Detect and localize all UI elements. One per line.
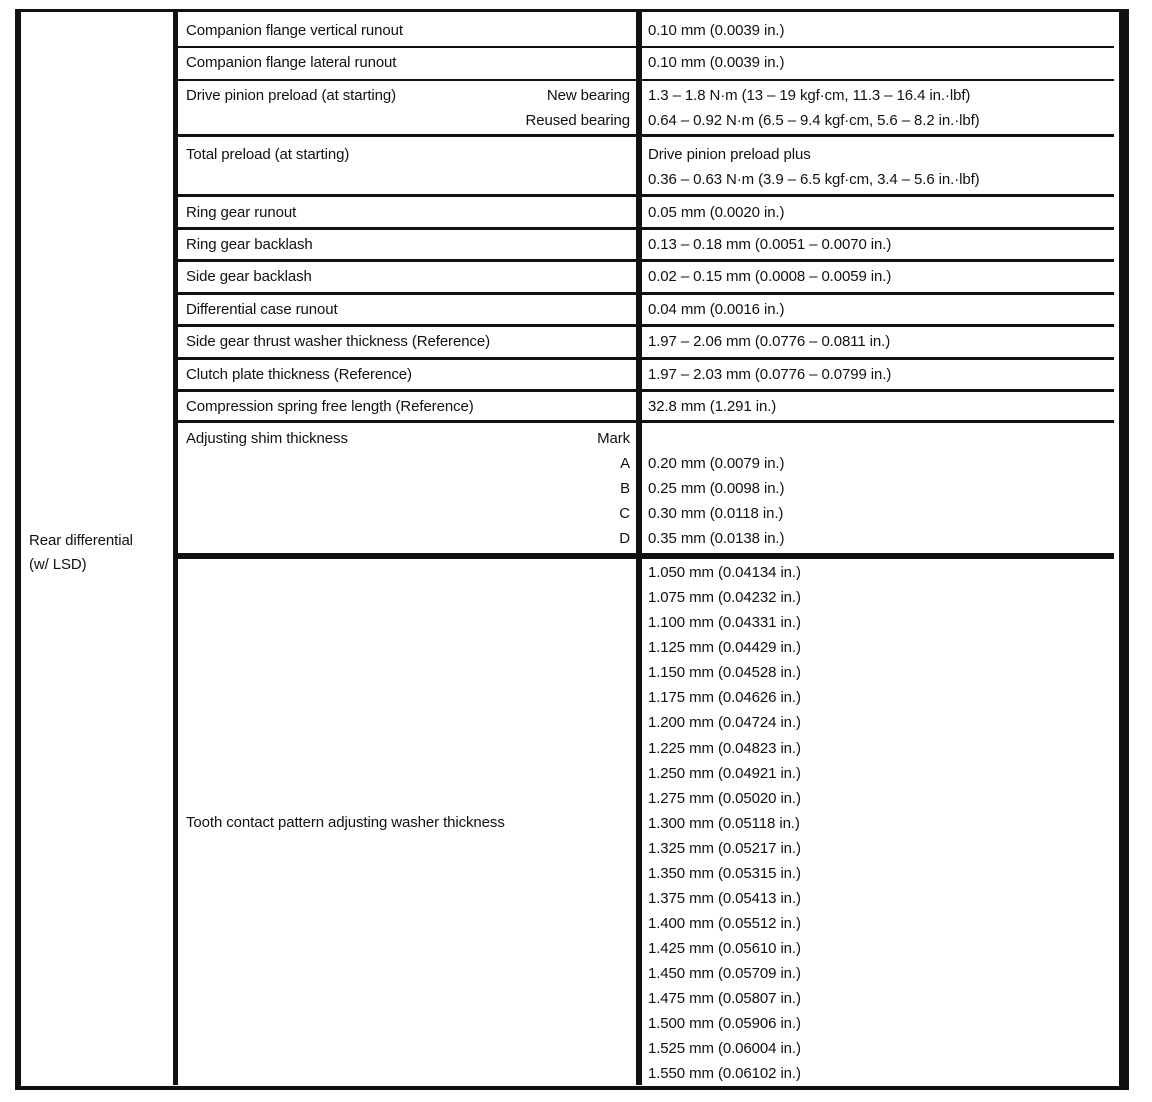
shim-value-b: 0.25 mm (0.0098 in.) — [648, 480, 785, 497]
washer-value: 1.225 mm (0.04823 in.) — [648, 739, 801, 757]
row-sep-9 — [178, 357, 1114, 360]
washer-value: 1.300 mm (0.05118 in.) — [648, 814, 800, 832]
washer-value: 1.550 mm (0.06102 in.) — [648, 1065, 801, 1083]
washer-value: 1.050 mm (0.04134 in.) — [648, 564, 801, 581]
row-sep-2 — [178, 79, 1114, 81]
washer-value: 1.150 mm (0.04528 in.) — [648, 664, 801, 682]
shim-mark-header: Mark — [597, 430, 630, 447]
label-ring-gear-backlash: Ring gear backlash — [186, 236, 313, 253]
row-sep-7 — [178, 292, 1114, 295]
washer-value: 1.400 mm (0.05512 in.) — [648, 915, 801, 932]
washer-value: 1.100 mm (0.04331 in.) — [648, 614, 801, 632]
washer-value: 1.200 mm (0.04724 in.) — [648, 714, 801, 732]
col-divider-section — [173, 12, 178, 1085]
label-clutch-plate: Clutch plate thickness (Reference) — [186, 366, 412, 383]
row-sep-4 — [178, 194, 1114, 197]
value-total-preload-1: Drive pinion preload plus — [648, 146, 811, 163]
washer-value: 1.350 mm (0.05315 in.) — [648, 864, 801, 882]
label-washer-thickness: Tooth contact pattern adjusting washer thickness — [186, 814, 505, 831]
row-sep-10 — [178, 389, 1114, 392]
sub-reused-bearing: Reused bearing — [525, 112, 630, 129]
section-label: Rear differential (w/ LSD) — [29, 532, 133, 573]
value-ring-gear-backlash: 0.13 – 0.18 mm (0.0051 – 0.0070 in.) — [648, 236, 892, 253]
col-divider-value — [636, 12, 642, 1085]
value-spring-length: 32.8 mm (1.291 in.) — [648, 398, 777, 415]
value-side-gear-backlash: 0.02 – 0.15 mm (0.0008 – 0.0059 in.) — [648, 268, 892, 285]
label-lateral-runout: Companion flange lateral runout — [186, 54, 397, 71]
washer-value: 1.275 mm (0.05020 in.) — [648, 789, 801, 807]
label-side-gear-backlash: Side gear backlash — [186, 268, 312, 285]
value-lateral-runout: 0.10 mm (0.0039 in.) — [648, 54, 785, 71]
label-spring-length: Compression spring free length (Reference) — [186, 398, 474, 415]
washer-value: 1.175 mm (0.04626 in.) — [648, 689, 801, 707]
label-vertical-runout: Companion flange vertical runout — [186, 22, 403, 39]
washer-value: 1.075 mm (0.04232 in.) — [648, 589, 801, 607]
value-total-preload-2: 0.36 – 0.63 N·m (3.9 – 6.5 kgf·cm, 3.4 – 5.6 in.·lbf) — [648, 171, 980, 188]
row-sep-6 — [178, 259, 1114, 262]
row-sep-11 — [178, 420, 1114, 423]
value-thrust-washer: 1.97 – 2.06 mm (0.0776 – 0.0811 in.) — [648, 333, 891, 350]
shim-value-a: 0.20 mm (0.0079 in.) — [648, 455, 785, 472]
value-diff-case-runout: 0.04 mm (0.0016 in.) — [648, 301, 785, 318]
value-new-bearing: 1.3 – 1.8 N·m (13 – 19 kgf·cm, 11.3 – 16.4 in.·lbf) — [648, 87, 971, 104]
row-sep-5 — [178, 227, 1114, 230]
row-sep-1 — [178, 46, 1114, 48]
value-vertical-runout: 0.10 mm (0.0039 in.) — [648, 22, 785, 39]
sub-new-bearing: New bearing — [546, 87, 630, 104]
value-ring-gear-runout: 0.05 mm (0.0020 in.) — [648, 204, 785, 221]
label-total-preload: Total preload (at starting) — [186, 146, 350, 163]
washer-value: 1.475 mm (0.05807 in.) — [648, 990, 801, 1008]
label-adjusting-shim: Adjusting shim thickness — [186, 430, 348, 447]
value-reused-bearing: 0.64 – 0.92 N·m (6.5 – 9.4 kgf·cm, 5.6 – 8.2 in.·lbf) — [648, 112, 980, 129]
washer-value: 1.425 mm (0.05610 in.) — [648, 940, 801, 958]
washer-value: 1.125 mm (0.04429 in.) — [648, 639, 801, 657]
shim-mark-d: D — [619, 530, 630, 547]
shim-mark-c: C — [619, 505, 630, 522]
label-drive-pinion-preload: Drive pinion preload (at starting) — [186, 87, 397, 104]
washer-value: 1.525 mm (0.06004 in.) — [648, 1040, 801, 1058]
washer-value: 1.450 mm (0.05709 in.) — [648, 965, 801, 983]
washer-value: 1.500 mm (0.05906 in.) — [648, 1015, 801, 1033]
row-sep-3 — [178, 134, 1114, 137]
shim-value-c: 0.30 mm (0.0118 in.) — [648, 505, 784, 522]
row-sep-8 — [178, 324, 1114, 327]
shim-mark-a: A — [620, 455, 630, 472]
label-diff-case-runout: Differential case runout — [186, 301, 338, 318]
washer-value: 1.375 mm (0.05413 in.) — [648, 889, 801, 907]
washer-value: 1.325 mm (0.05217 in.) — [648, 839, 801, 857]
value-clutch-plate: 1.97 – 2.03 mm (0.0776 – 0.0799 in.) — [648, 366, 892, 383]
row-sep-12 — [178, 553, 1114, 559]
shim-mark-b: B — [620, 480, 630, 497]
label-thrust-washer: Side gear thrust washer thickness (Reference) — [186, 333, 490, 350]
washer-value: 1.250 mm (0.04921 in.) — [648, 764, 801, 782]
shim-value-d: 0.35 mm (0.0138 in.) — [648, 530, 785, 547]
label-ring-gear-runout: Ring gear runout — [186, 204, 297, 221]
